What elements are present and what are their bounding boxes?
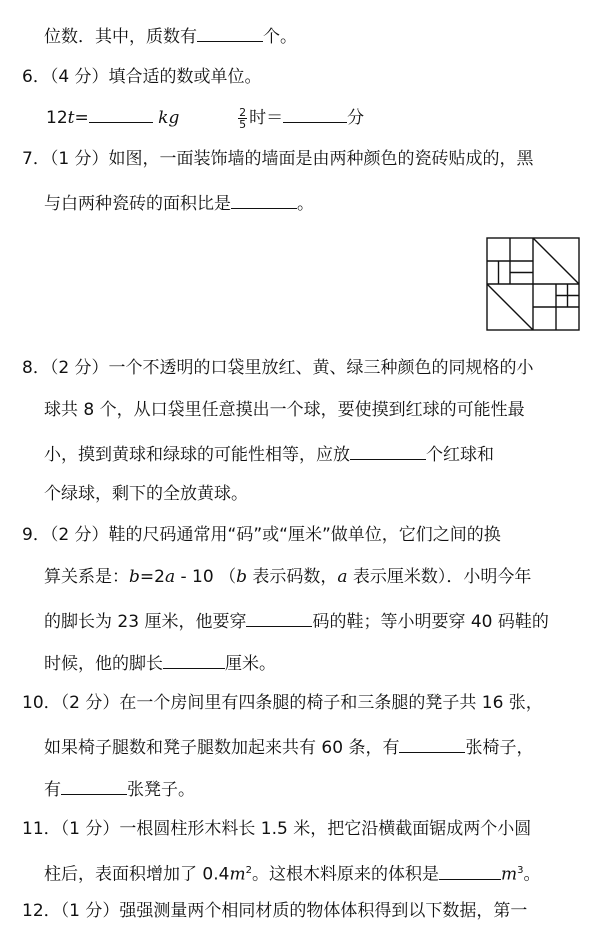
text: 8．（2 分）一个不透明的口袋里放红、黄、绿三种颜色的同规格的小 (22, 358, 534, 378)
exponent: 3 (517, 865, 524, 876)
text: 小，摸到黄球和绿球的可能性相等，应放 (44, 445, 350, 465)
answer-blank[interactable] (197, 23, 263, 42)
var-a: a (164, 567, 176, 587)
question-11-line-2 (44, 860, 540, 886)
text: =2 (139, 567, 165, 587)
fraction-2-5 (238, 107, 247, 130)
question-7-line-1 (22, 148, 534, 170)
eq1-eq: = (74, 108, 89, 128)
text: 。 (523, 864, 541, 885)
question-8-line-1 (22, 357, 534, 379)
text: 个红球和 (426, 445, 494, 465)
var-a: a (337, 567, 348, 587)
eq1-var: t (67, 108, 75, 128)
text: 。 (297, 194, 314, 214)
question-8-line-4 (44, 483, 248, 505)
answer-blank[interactable] (439, 861, 501, 880)
unit-m: m (500, 864, 518, 885)
answer-blank[interactable] (61, 776, 127, 795)
eq1-number: 12 (46, 108, 68, 128)
text: 张椅子， (465, 738, 534, 758)
question-9-line-1 (22, 524, 501, 546)
fraction-num: 2 (239, 105, 247, 119)
answer-blank[interactable] (231, 190, 297, 209)
exponent: 2 (245, 865, 252, 876)
question-10-line-1 (22, 692, 543, 714)
text: 个绿球，剩下的全放黄球。 (44, 484, 248, 504)
text: 位数．其中，质数有 (44, 27, 197, 47)
question-10-line-3 (44, 776, 195, 801)
question-6-head (22, 66, 262, 88)
question-6-text: 6．（4 分）填合适的数或单位。 (22, 67, 262, 87)
text: 。这根木料原来的体积是 (251, 864, 439, 885)
text: 表示码数， (246, 567, 338, 587)
text: 7．（1 分）如图，一面装饰墙的墙面是由两种颜色的瓷砖贴成的，黑 (22, 149, 534, 169)
text: 柱后，表面积增加了 0.4 (44, 864, 230, 885)
question-8-line-3 (44, 441, 494, 466)
answer-blank[interactable] (246, 608, 312, 627)
text: 厘米。 (225, 654, 276, 674)
text: 与白两种瓷砖的面积比是 (44, 194, 231, 214)
answer-blank[interactable] (350, 441, 426, 460)
question-9-line-3 (44, 608, 549, 633)
text: 12．（1 分）强强测量两个相同材质的物体体积得到以下数据，第一 (22, 901, 528, 921)
answer-blank[interactable] (163, 650, 225, 669)
question-7-line-2 (44, 190, 314, 215)
eq2-unit: 分 (347, 108, 365, 128)
text: 算关系是： (44, 567, 129, 587)
eq1-unit: kg (158, 108, 180, 128)
fraction-den: 5 (239, 117, 247, 131)
answer-blank[interactable] (89, 104, 153, 123)
text: - 10 （ (175, 567, 237, 587)
text: 如果椅子腿数和凳子腿数加起来共有 60 条，有 (44, 738, 400, 758)
text: 码的鞋；等小明要穿 40 码鞋的 (312, 612, 549, 632)
var-b: b (129, 567, 140, 587)
answer-blank[interactable] (283, 104, 347, 123)
text: 时候，他的脚长 (44, 654, 163, 674)
var-b: b (236, 567, 247, 587)
text: 10．（2 分）在一个房间里有四条腿的椅子和三条腿的凳子共 16 张， (22, 693, 543, 713)
text: 球共 8 个，从口袋里任意摸出一个球，要使摸到红球的可能性最 (44, 400, 525, 420)
text: 表示厘米数）．小明今年 (347, 567, 532, 587)
text: 有 (44, 780, 61, 800)
tile-wall-figure (486, 237, 580, 331)
text: 个。 (263, 27, 297, 47)
answer-blank[interactable] (399, 734, 465, 753)
eq2-text: 时＝ (249, 108, 284, 128)
text: 张凳子。 (127, 780, 195, 800)
question-6-equations (46, 104, 364, 130)
text: 的脚长为 23 厘米，他要穿 (44, 612, 247, 632)
question-12-line-1 (22, 900, 527, 922)
question-11-line-1 (22, 818, 531, 840)
question-8-line-2 (44, 399, 525, 421)
text: 11．（1 分）一根圆柱形木料长 1.5 米，把它沿横截面锯成两个小圆 (22, 819, 532, 839)
question-10-line-2 (44, 734, 533, 759)
question-9-line-4 (44, 650, 276, 675)
text: 9．（2 分）鞋的尺码通常用“码”或“厘米”做单位，它们之间的换 (22, 525, 501, 545)
unit-m: m (229, 864, 246, 885)
line-0 (44, 23, 297, 48)
question-9-line-2 (44, 566, 531, 588)
